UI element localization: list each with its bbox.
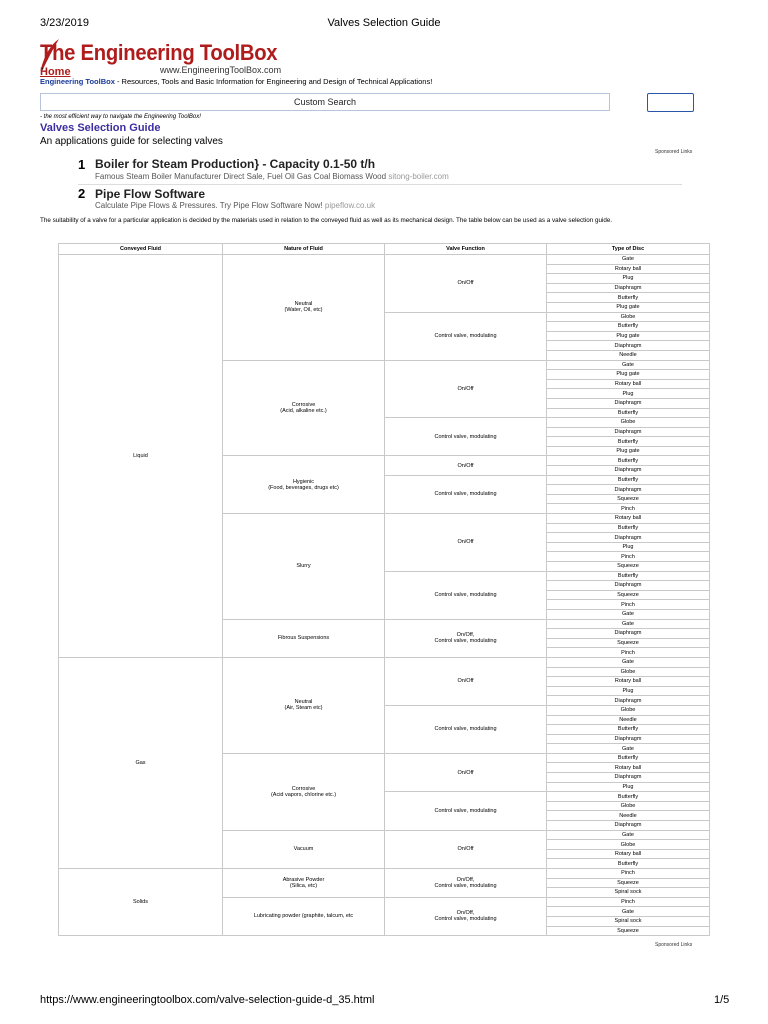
table-row [59,255,710,265]
disc-type-cell: Butterfly [547,859,710,869]
disc-type-cell: Diaphragm [547,485,710,495]
ad-description [95,201,375,210]
valve-function-cell: On/Off [385,514,547,572]
disc-type-cell: Squeeze [547,562,710,572]
disc-type-cell: Gate [547,360,710,370]
disc-type-cell: Butterfly [547,408,710,418]
search-label: Custom Search [293,97,357,107]
disc-type-cell: Butterfly [547,571,710,581]
disc-type-cell: Pinch [547,552,710,562]
disc-type-cell: Gate [547,255,710,265]
nature-of-fluid-cell: Hygienic (Food, beverages, drugs etc) [223,456,385,514]
nature-of-fluid-cell: Slurry [223,514,385,620]
print-page-number: 1/5 [714,994,730,1006]
site-tagline [40,77,432,86]
disc-type-cell: Squeeze [547,926,710,936]
ad-divider [78,184,682,185]
disc-type-cell: Globe [547,312,710,322]
valve-function-cell: On/Off [385,657,547,705]
disc-type-cell: Needle [547,350,710,360]
home-link[interactable]: Home [40,66,71,78]
sponsored-label: Sponsored Links [655,149,693,155]
disc-type-cell: Butterfly [547,792,710,802]
page-subtitle: An applications guide for selecting valves [40,136,223,147]
disc-type-cell: Plug [547,686,710,696]
ad-desc-text: Famous Steam Boiler Manufacturer Direct Sale, Fuel Oil Gas Coal Biomass Wood [95,172,387,181]
disc-type-cell: Butterfly [547,456,710,466]
disc-type-cell: Pinch [547,897,710,907]
site-logo-text[interactable]: The Engineering ToolBox [40,40,278,65]
disc-type-cell: Gate [547,744,710,754]
disc-type-cell: Needle [547,715,710,725]
disc-type-cell: Diaphragm [547,696,710,706]
valve-function-cell: On/Off, Control valve, modulating [385,619,547,657]
disc-type-cell: Pinch [547,648,710,658]
valve-function-cell: On/Off [385,830,547,868]
valve-function-cell: Control valve, modulating [385,475,547,513]
valve-function-cell: On/Off, Control valve, modulating [385,897,547,935]
disc-type-cell: Plug gate [547,331,710,341]
table-header-row [59,244,710,255]
nav-hint: - the most efficient way to navigate the Engineering ToolBox! [40,114,201,120]
ad-title-link[interactable]: Pipe Flow Software [95,187,206,201]
disc-type-cell: Rotary ball [547,514,710,524]
disc-type-cell: Squeeze [547,878,710,888]
valve-function-cell: On/Off [385,255,547,313]
valve-function-cell: Control valve, modulating [385,705,547,753]
disc-type-cell: Plug gate [547,370,710,380]
disc-type-cell: Globe [547,801,710,811]
disc-type-cell: Pinch [547,869,710,879]
disc-type-cell: Rotary ball [547,264,710,274]
disc-type-cell: Globe [547,418,710,428]
conveyed-fluid-cell: Liquid [59,255,223,658]
disc-type-cell: Squeeze [547,590,710,600]
valve-function-cell: Control valve, modulating [385,792,547,830]
disc-type-cell: Plug gate [547,302,710,312]
ad-title-link[interactable]: Boiler for Steam Production} - Capacity 0.1-50 t/h [95,157,376,171]
print-url: https://www.engineeringtoolbox.com/valve-selection-guide-d_35.html [40,994,375,1006]
disc-type-cell: Butterfly [547,437,710,447]
disc-type-cell: Gate [547,609,710,619]
disc-type-cell: Diaphragm [547,341,710,351]
sponsored-label: Sponsored Links [655,942,693,948]
disc-type-cell: Globe [547,667,710,677]
disc-type-cell: Plug gate [547,446,710,456]
disc-type-cell: Plug [547,274,710,284]
nature-of-fluid-cell: Corrosive (Acid vapors, chlorine etc.) [223,753,385,830]
valve-function-cell: Control valve, modulating [385,571,547,619]
toolbox-link[interactable]: Engineering ToolBox [40,77,115,86]
nature-of-fluid-cell: Corrosive (Acid, alkaline etc.) [223,360,385,456]
valve-function-cell: On/Off [385,456,547,475]
disc-type-cell: Plug [547,542,710,552]
custom-search-input[interactable] [40,93,610,111]
search-button[interactable] [647,93,694,112]
disc-type-cell: Spiral sock [547,916,710,926]
disc-type-cell: Butterfly [547,725,710,735]
ad-desc-text: Calculate Pipe Flows & Pressures. Try Pipe Flow Software Now! [95,201,323,210]
column-header: Valve Function [385,244,547,255]
ad-description [95,172,449,181]
valve-selection-table [58,243,710,936]
disc-type-cell: Pinch [547,600,710,610]
disc-type-cell: Rotary ball [547,763,710,773]
valve-function-cell: Control valve, modulating [385,418,547,456]
table-row [59,869,710,879]
disc-type-cell: Diaphragm [547,629,710,639]
print-doc-title: Valves Selection Guide [327,17,441,29]
disc-type-cell: Butterfly [547,753,710,763]
print-date: 3/23/2019 [40,17,89,29]
disc-type-cell: Pinch [547,504,710,514]
conveyed-fluid-cell: Solids [59,869,223,936]
disc-type-cell: Rotary ball [547,677,710,687]
disc-type-cell: Gate [547,907,710,917]
disc-type-cell: Needle [547,811,710,821]
disc-type-cell: Squeeze [547,494,710,504]
disc-type-cell: Diaphragm [547,533,710,543]
nature-of-fluid-cell: Abrasive Powder (Silica, etc) [223,869,385,898]
disc-type-cell: Diaphragm [547,398,710,408]
intro-paragraph: The suitability of a valve for a particular application is decided by the materials used in relation to the conveyed fluid as well as its mechanical design. The table below can be used as a valve selection guide. [40,217,613,224]
column-header: Type of Disc [547,244,710,255]
disc-type-cell: Rotary ball [547,379,710,389]
page-title: Valves Selection Guide [40,122,161,134]
nature-of-fluid-cell: Lubricating powder (graphite, talcum, etc [223,897,385,935]
disc-type-cell: Globe [547,840,710,850]
disc-type-cell: Diaphragm [547,581,710,591]
column-header: Nature of Fluid [223,244,385,255]
disc-type-cell: Diaphragm [547,773,710,783]
disc-type-cell: Rotary ball [547,849,710,859]
disc-type-cell: Butterfly [547,523,710,533]
valve-function-cell: On/Off [385,360,547,418]
disc-type-cell: Diaphragm [547,283,710,293]
column-header: Conveyed Fluid [59,244,223,255]
ad-domain[interactable]: pipeflow.co.uk [324,201,376,210]
nature-of-fluid-cell: Vacuum [223,830,385,868]
tagline-text: - Resources, Tools and Basic Information for Engineering and Design of Technical Applications! [114,77,433,86]
nature-of-fluid-cell: Neutral (Water, Oil, etc) [223,255,385,361]
conveyed-fluid-cell: Gas [59,657,223,868]
valve-function-cell: Control valve, modulating [385,312,547,360]
ad-number: 1 [78,157,86,172]
ad-domain[interactable]: sitong-boiler.com [388,172,449,181]
disc-type-cell: Butterfly [547,475,710,485]
disc-type-cell: Diaphragm [547,427,710,437]
disc-type-cell: Squeeze [547,638,710,648]
disc-type-cell: Spiral sock [547,888,710,898]
nature-of-fluid-cell: Neutral (Air, Steam etc) [223,657,385,753]
disc-type-cell: Butterfly [547,293,710,303]
disc-type-cell: Globe [547,705,710,715]
table-row [59,657,710,667]
site-url: www.EngineeringToolBox.com [160,65,282,75]
disc-type-cell: Plug [547,782,710,792]
valve-selection-table-wrap [58,243,710,936]
disc-type-cell: Gate [547,657,710,667]
ad-number: 2 [78,186,86,201]
valve-function-cell: On/Off [385,753,547,791]
disc-type-cell: Gate [547,830,710,840]
disc-type-cell: Plug [547,389,710,399]
nature-of-fluid-cell: Fibrous Suspensions [223,619,385,657]
disc-type-cell: Diaphragm [547,466,710,476]
disc-type-cell: Gate [547,619,710,629]
disc-type-cell: Butterfly [547,322,710,332]
valve-function-cell: On/Off, Control valve, modulating [385,869,547,898]
disc-type-cell: Diaphragm [547,821,710,831]
disc-type-cell: Diaphragm [547,734,710,744]
